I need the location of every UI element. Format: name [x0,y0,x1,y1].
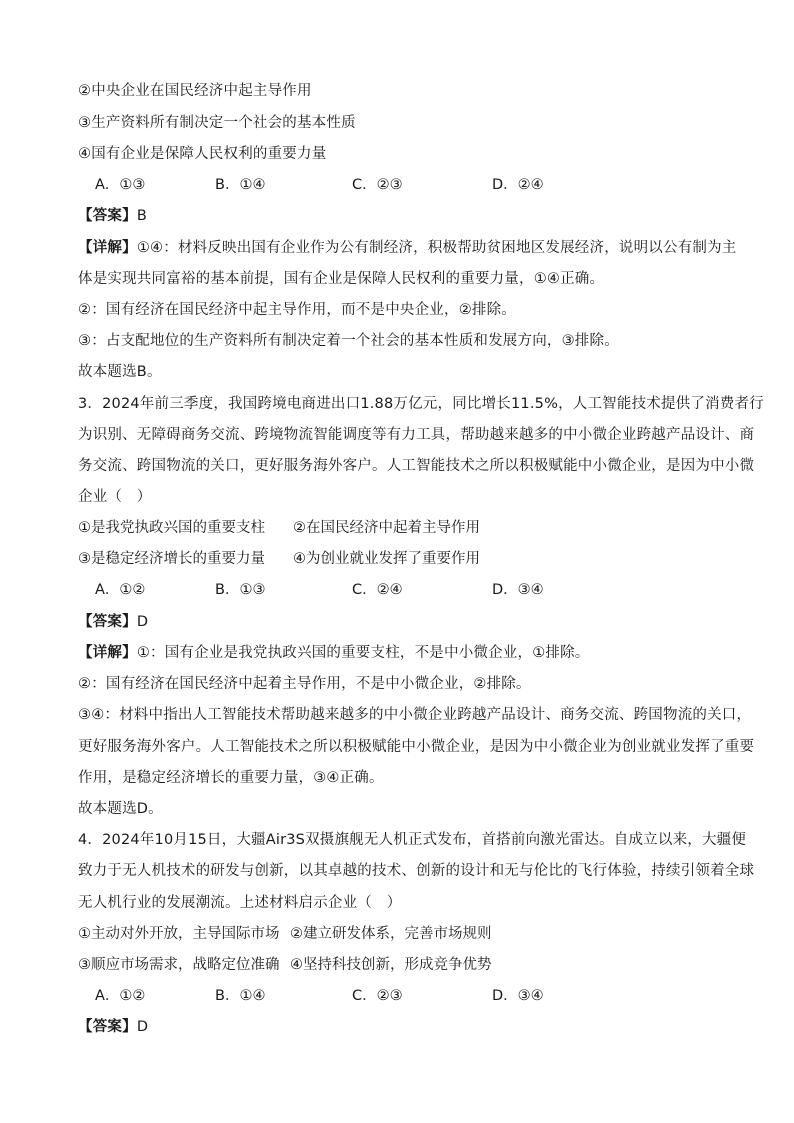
detail-line: ②：国有经济在国民经济中起主导作用，而不是中央企业，②排除。 [78,302,516,318]
detail-tag: 【详解】 [78,645,137,661]
option-d: D．③④ [492,582,544,598]
detail-line: ③④：材料中指出人工智能技术帮助越来越多的中小微企业跨越产品设计、商务交流、跨国物流的关口， [78,707,752,723]
option-c: C．②③ [352,177,403,193]
choice-item: ①是我党执政兴国的重要支柱 [78,520,265,536]
option-a: A．①③ [95,177,146,193]
detail-line: 故本题选B。 [78,364,162,380]
answer-tag: 【答案】 [78,614,137,630]
question-stem: 无人机行业的发展潮流。上述材料启示企业（ ） [78,895,402,911]
choice-item: ③顺应市场需求，战略定位准确 [78,957,280,973]
answer-value: B [136,208,147,224]
detail-line: 作用，是稳定经济增长的重要力量，③④正确。 [78,770,384,786]
detail-line: 故本题选D。 [78,801,163,817]
detail-line: 更好服务海外客户。人工智能技术之所以积极赋能中小微企业，是因为中小微企业为创业就业发挥了重要 [78,739,755,755]
answer-value: D [136,614,149,630]
question-stem: 为识别、无障碍商务交流、跨境物流智能调度等有力工具，帮助越来越多的中小微企业跨越产品设计、商 [78,427,755,443]
choice-line: ④国有企业是保障人民权利的重要力量 [78,146,327,162]
option-b: B．①③ [215,582,266,598]
option-c: C．②④ [352,582,403,598]
choice-item: ④坚持科技创新，形成竞争优势 [290,957,492,973]
detail-line [78,238,737,258]
answer-line [78,206,728,226]
question-stem: 企业（ ） [78,489,152,505]
answer-line [78,1017,728,1037]
detail-text: ①：国有企业是我党执政兴国的重要支柱，不是中小微企业，①排除。 [136,645,590,661]
choice-item: ②在国民经济中起着主导作用 [293,520,480,536]
question-stem: 3．2024年前三季度，我国跨境电商进出口1.88万亿元，同比增长11.5%，人工智能技术提供了消费者行 [78,396,764,412]
choice-line: ③生产资料所有制决定一个社会的基本性质 [78,115,356,131]
option-b: B．①④ [215,177,266,193]
detail-line: 体是实现共同富裕的基本前提，国有企业是保障人民权利的重要力量，①④正确。 [78,271,605,287]
option-c: C．②③ [352,988,403,1004]
option-a: A．①② [95,582,146,598]
answer-line [78,612,728,632]
detail-tag: 【详解】 [78,240,137,256]
question-stem: 4．2024年10月15日，大疆Air3S双摄旗舰无人机正式发布，首搭前向激光雷达。自成立以来，大疆便 [78,832,747,848]
choice-item: ②建立研发体系，完善市场规则 [290,926,492,942]
answer-tag: 【答案】 [78,1019,137,1035]
detail-line [78,643,728,663]
detail-line: ②：国有经济在国民经济中起着主导作用，不是中小微企业，②排除。 [78,676,531,692]
choice-item: ④为创业就业发挥了重要作用 [293,551,480,567]
choice-item: ①主动对外开放，主导国际市场 [78,926,280,942]
choice-line: ②中央企业在国民经济中起主导作用 [78,83,312,99]
detail-text: ①④：材料反映出国有企业作为公有制经济，积极帮助贫困地区发展经济，说明以公有制为主 [136,240,737,256]
option-a: A．①② [95,988,146,1004]
question-stem: 务交流、跨国物流的关口，更好服务海外客户。人工智能技术之所以积极赋能中小微企业，是因为中小微 [78,458,755,474]
detail-line: ③：占支配地位的生产资料所有制决定着一个社会的基本性质和发展方向，③排除。 [78,333,619,349]
answer-value: D [136,1019,149,1035]
answer-tag: 【答案】 [78,208,137,224]
option-d: D．③④ [492,988,544,1004]
choice-item: ③是稳定经济增长的重要力量 [78,551,265,567]
question-stem: 致力于无人机技术的研发与创新，以其卓越的技术、创新的设计和无与伦比的飞行体验，持续引领着全球 [78,863,755,879]
option-b: B．①④ [215,988,266,1004]
option-d: D．②④ [492,177,544,193]
